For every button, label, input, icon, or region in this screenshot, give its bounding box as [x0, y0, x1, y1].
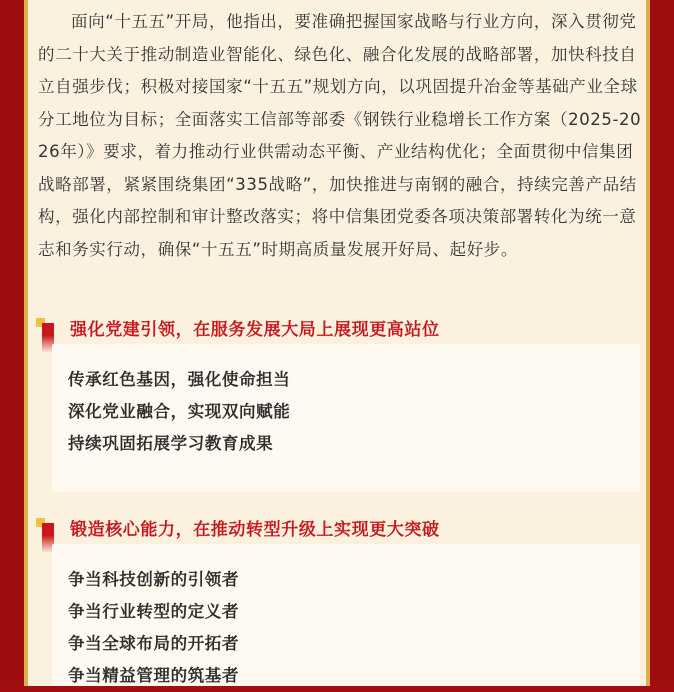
section-title: 强化党建引领，在服务发展大局上展现更高站位	[70, 320, 440, 340]
list-item: 争当全球布局的开拓者	[68, 634, 239, 653]
left-gold-edge	[24, 0, 28, 686]
left-frame-border	[0, 0, 24, 686]
list-item: 争当精益管理的筑基者	[68, 666, 239, 685]
list-item: 传承红色基因，强化使命担当	[68, 370, 291, 389]
section-title: 锻造核心能力，在推动转型升级上实现更大突破	[70, 520, 440, 540]
list-item: 持续巩固拓展学习教育成果	[68, 434, 274, 453]
right-gold-edge	[646, 0, 650, 686]
section-card-2	[52, 544, 640, 686]
intro-paragraph: 面向“十五五”开局，他指出，要准确把握国家战略与行业方向，深入贯彻党的二十大关于推动制造业智能化、绿色化、融合化发展的战略部署，加快科技自立自强步伐；积极对接国家“十五五”规划方向，以巩固提升冶金等基础产业全球分工地位为目标；全面落实工信部等部委《钢铁行业稳增长工作方案（2025-2026年）》要求，着力推动行业供需动态平衡、产业结构优化；全面贯彻中信集团战略部署，紧紧围绕集团“335战略”，加快推进与南钢的融合，持续完善产品结构，强化内部控制和审计整改落实；将中信集团党委各项决策部署转化为统一意志和务实行动，确保“十五五”时期高质量发展开好局、起好步。	[38, 12, 642, 259]
list-item: 深化党业融合，实现双向赋能	[68, 402, 291, 421]
list-item: 争当行业转型的定义者	[68, 602, 239, 621]
list-item: 争当科技创新的引领者	[68, 570, 239, 589]
section-card-1	[52, 344, 640, 492]
right-frame-border	[650, 0, 674, 686]
